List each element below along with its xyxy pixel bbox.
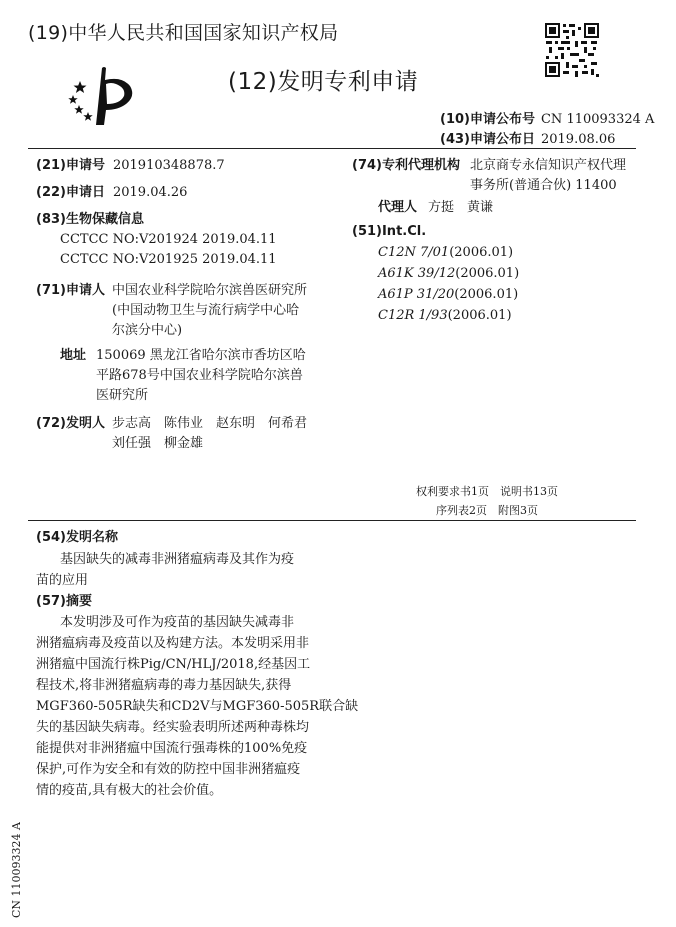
address-line-1: 150069 黑龙江省哈尔滨市香坊区哈 [96, 348, 306, 363]
address-label: 地址 [60, 348, 87, 363]
inventor-line-1: 步志高 陈伟业 赵东明 何希君 [112, 416, 308, 431]
abstract-label: (57)摘要 [36, 594, 92, 609]
agent-label: 代理人 [378, 200, 418, 215]
applicant-line-2: (中国动物卫生与流行病学中心哈 [112, 303, 300, 318]
abstract-line: 洲猪瘟病毒及疫苗以及构建方法。本发明采用非 [36, 636, 310, 651]
agent-names: 方挺 黄谦 [428, 200, 494, 215]
abstract-line: 洲猪瘟中国流行株Pig/CN/HLJ/2018,经基因工 [36, 657, 311, 672]
abstract-line: 情的疫苗,具有极大的社会价值。 [36, 783, 223, 798]
page-count-line-1: 权利要求书1页 说明书13页 [416, 485, 558, 498]
agency-line-1: 北京商专永信知识产权代理 [470, 158, 627, 173]
applicant-line-1: 中国农业科学院哈尔滨兽医研究所 [112, 283, 308, 298]
body-divider [28, 520, 636, 521]
bio-deposit-label: (83)生物保藏信息 [36, 212, 144, 227]
address-line-2: 平路678号中国农业科学院哈尔滨兽 [96, 368, 303, 383]
agency-line-2: 事务所(普通合伙) 11400 [470, 178, 617, 193]
address-line-3: 医研究所 [96, 388, 149, 403]
abstract-line: 保护,可作为安全和有效的防控中国非洲猪瘟疫 [36, 762, 301, 777]
application-date: (22)申请日 2019.04.26 [36, 185, 188, 200]
abstract-line: MGF360-505R缺失和CD2V与MGF360-505R联合缺 [36, 699, 359, 714]
abstract-line: 本发明涉及可作为疫苗的基因缺失减毒非 [60, 615, 295, 630]
invention-title-line-2: 苗的应用 [36, 573, 89, 588]
int-cl-label: (51)Int.Cl. [352, 224, 427, 239]
inventor-line-2: 刘任强 柳金雄 [112, 436, 204, 451]
qr-code-icon [544, 22, 600, 78]
document-type: (12)发明专利申请 [228, 69, 419, 95]
ipc-row: C12R 1/93(2006.01) [378, 308, 512, 323]
abstract-line: 失的基因缺失病毒。经实验表明所述两种毒株均 [36, 720, 310, 735]
office-name: (19)中华人民共和国国家知识产权局 [28, 22, 339, 44]
ipc-row: A61P 31/20(2006.01) [378, 287, 519, 302]
abstract-line: 能提供对非洲猪瘟中国流行强毒株的100%免疫 [36, 741, 308, 756]
abstract-line: 程技术,将非洲猪瘟病毒的毒力基因缺失,获得 [36, 678, 292, 693]
side-publication-number: CN 110093324 A [10, 822, 23, 918]
header-divider [28, 148, 636, 149]
agency-label: (74)专利代理机构 [352, 158, 460, 173]
publication-date: (43)申请公布日 2019.08.06 [440, 132, 616, 147]
applicant-label: (71)申请人 [36, 283, 105, 298]
invention-title-line-1: 基因缺失的减毒非洲猪瘟病毒及其作为疫 [60, 552, 295, 567]
invention-title-label: (54)发明名称 [36, 530, 118, 545]
bio-deposit-2: CCTCC NO:V201925 2019.04.11 [60, 252, 277, 267]
publication-number: (10)申请公布号 CN 110093324 A [440, 112, 655, 127]
page-count-line-2: 序列表2页 附图3页 [436, 504, 538, 517]
inventor-label: (72)发明人 [36, 416, 105, 431]
application-number: (21)申请号 201910348878.7 [36, 158, 225, 173]
ipc-row: A61K 39/12(2006.01) [378, 266, 520, 281]
ipc-row: C12N 7/01(2006.01) [378, 245, 514, 260]
bio-deposit-1: CCTCC NO:V201924 2019.04.11 [60, 232, 277, 247]
applicant-line-3: 尔滨分中心) [112, 323, 183, 338]
cnipa-emblem-icon [66, 64, 142, 126]
